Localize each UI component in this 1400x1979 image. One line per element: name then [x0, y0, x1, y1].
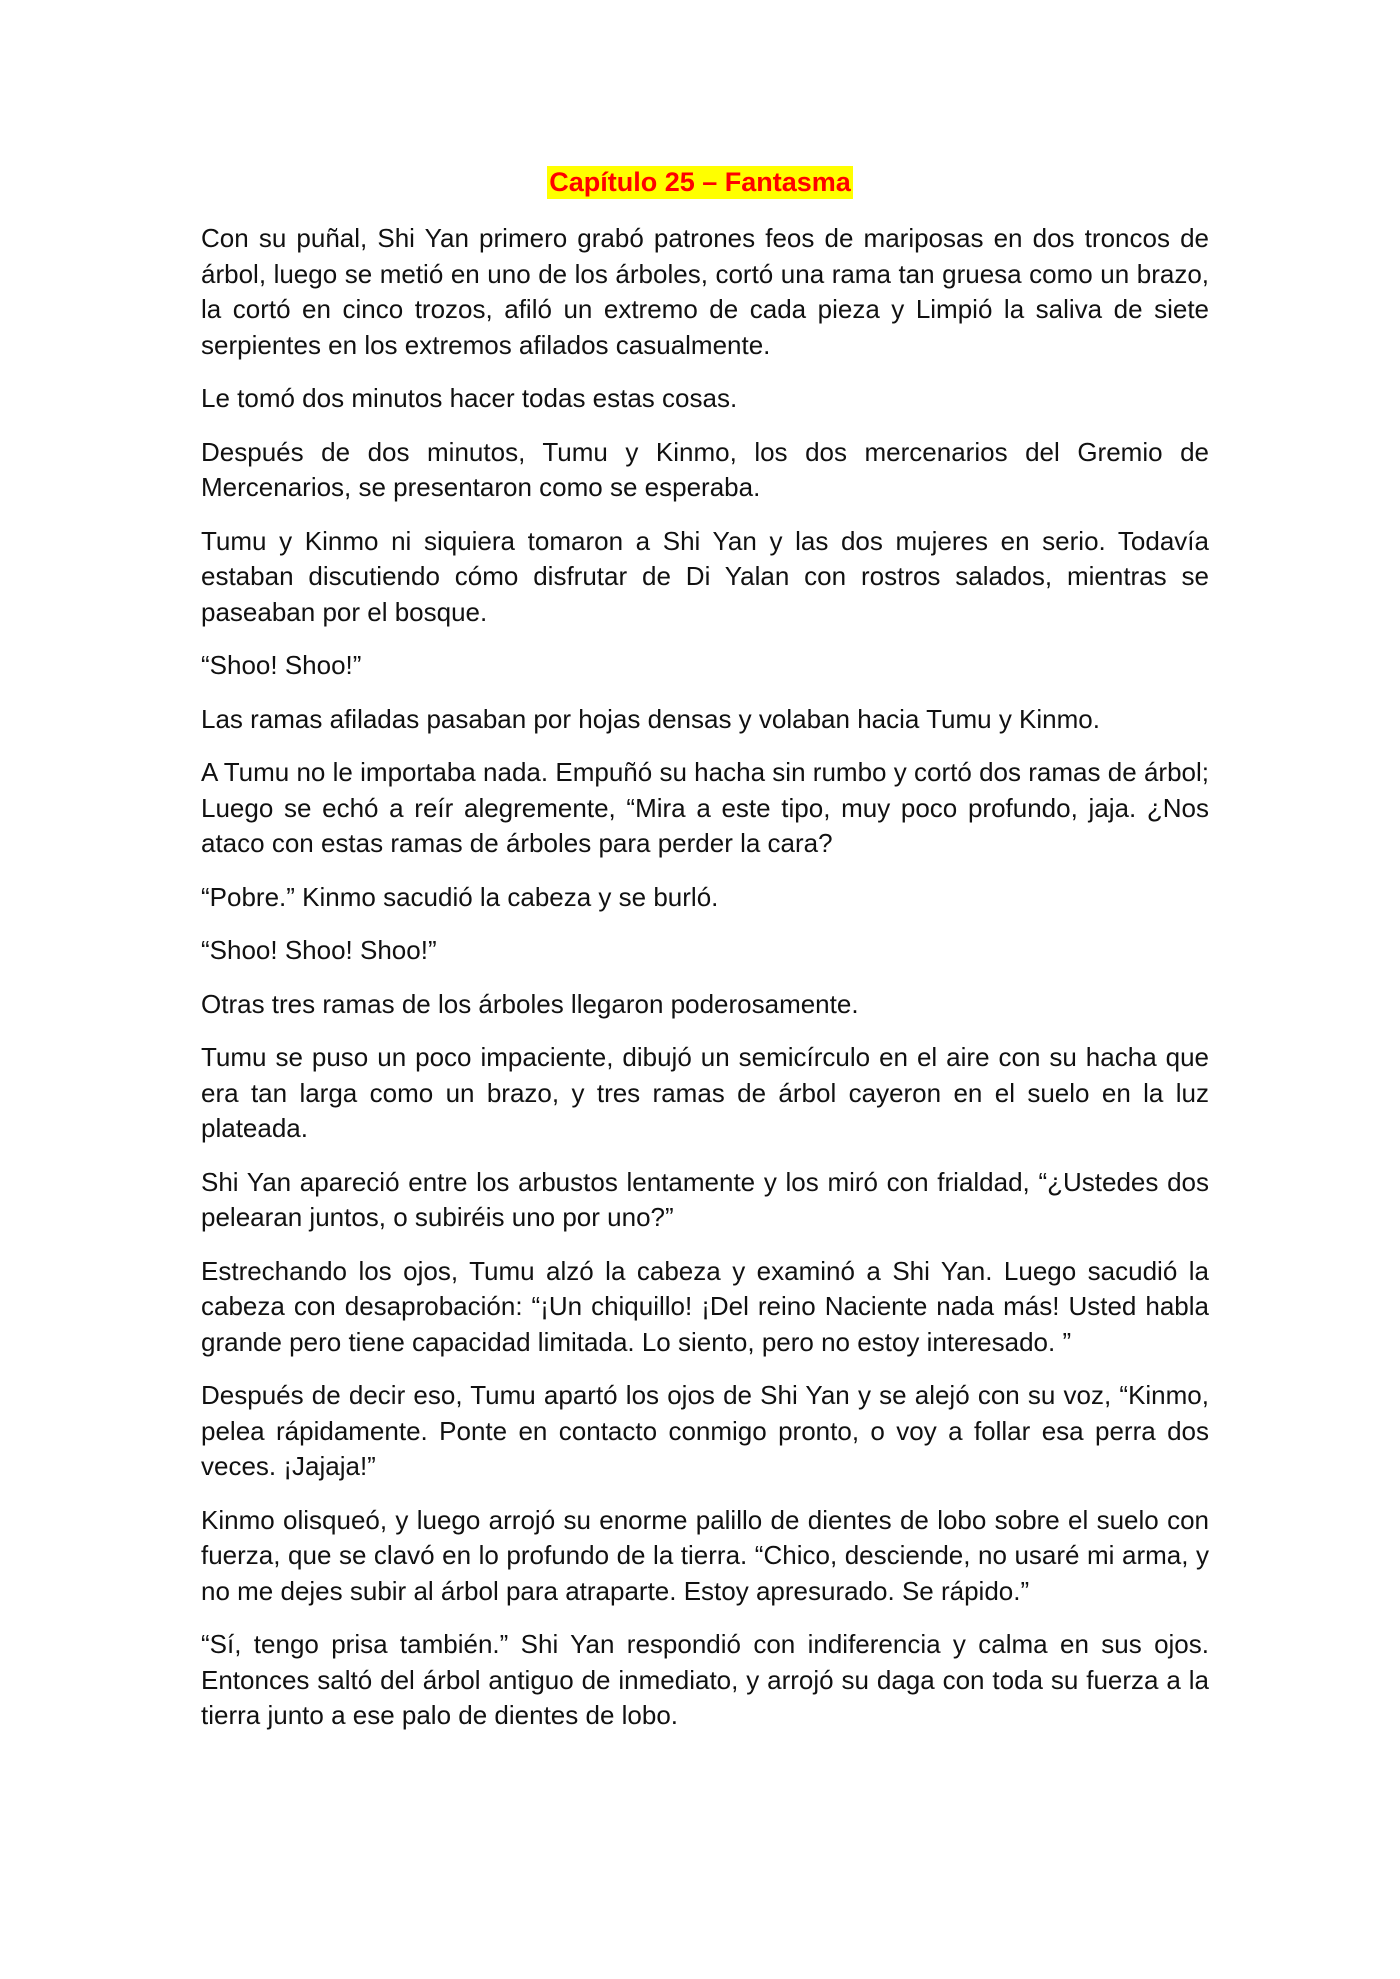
paragraph-6: Las ramas afiladas pasaban por hojas densas y volaban hacia Tumu y Kinmo. — [201, 703, 1100, 734]
paragraph-7: A Tumu no le importaba nada. Empuñó su hacha sin rumbo y cortó dos ramas de árbol; Luego se echó a reír alegremente, “Mira a este tipo, muy poco profundo, jaja. ¿Nos ataco con estas ramas de árboles para perder la cara? — [201, 757, 1209, 858]
chapter-title-container — [0, 166, 1400, 199]
chapter-body — [201, 221, 1209, 1752]
paragraph-5: “Shoo! Shoo!” — [201, 650, 362, 680]
paragraph-13: Estrechando los ojos, Tumu alzó la cabeza y examinó a Shi Yan. Luego sacudió la cabeza con desaprobación: “¡Un chiquillo! ¡Del reino Naciente nada más! Usted habla grande pero tiene capacidad limitada. Lo siento, pero no estoy interesado. ” — [201, 1255, 1209, 1357]
paragraph-16: “Sí, tengo prisa también.” Shi Yan respondió con indiferencia y calma en sus ojos. Entonces saltó del árbol antiguo de inmediato, y arrojó su daga con toda su fuerza a la tierra junto a ese palo de dientes de lobo. — [201, 1629, 1209, 1730]
paragraph-4: Tumu y Kinmo ni siquiera tomaron a Shi Yan y las dos mujeres en serio. Todavía estaban discutiendo cómo disfrutar de Di Yalan con rostros salados, mientras se paseaban por el bosque. — [201, 525, 1209, 627]
paragraph-3: Después de dos minutos, Tumu y Kinmo, los dos mercenarios del Gremio de Mercenarios, se presentaron como se esperaba. — [201, 436, 1209, 502]
chapter-title: Capítulo 25 – Fantasma — [549, 167, 851, 197]
paragraph-1: Con su puñal, Shi Yan primero grabó patrones feos de mariposas en dos troncos de árbol, luego se metió en uno de los árboles, cortó una rama tan gruesa como un brazo, la cortó en cinco trozos, afiló un extremo de cada pieza y Limpió la saliva de siete serpientes en los extremos afilados casualmente. — [201, 223, 1209, 360]
paragraph-11: Tumu se puso un poco impaciente, dibujó un semicírculo en el aire con su hacha que era tan larga como un brazo, y tres ramas de árbol cayeron en el suelo en la luz plateada. — [201, 1042, 1209, 1143]
paragraph-14: Después de decir eso, Tumu apartó los ojos de Shi Yan y se alejó con su voz, “Kinmo, pelea rápidamente. Ponte en contacto conmigo pronto, o voy a follar esa perra dos veces. ¡Jajaja!” — [201, 1380, 1209, 1481]
paragraph-15: Kinmo olisqueó, y luego arrojó su enorme palillo de dientes de lobo sobre el suelo con fuerza, que se clavó en lo profundo de la tierra. “Chico, desciende, no usaré mi arma, y no me dejes subir al árbol para atraparte. Estoy apresurado. Se rápido.” — [201, 1504, 1209, 1606]
paragraph-8: “Pobre.” Kinmo sacudió la cabeza y se burló. — [201, 881, 719, 912]
paragraph-2: Le tomó dos minutos hacer todas estas cosas. — [201, 383, 738, 413]
paragraph-9: “Shoo! Shoo! Shoo!” — [201, 935, 437, 965]
paragraph-12: Shi Yan apareció entre los arbustos lentamente y los miró con frialdad, “¿Ustedes dos pelearan juntos, o subiréis uno por uno?” — [201, 1166, 1209, 1232]
paragraph-10: Otras tres ramas de los árboles llegaron poderosamente. — [201, 988, 859, 1019]
